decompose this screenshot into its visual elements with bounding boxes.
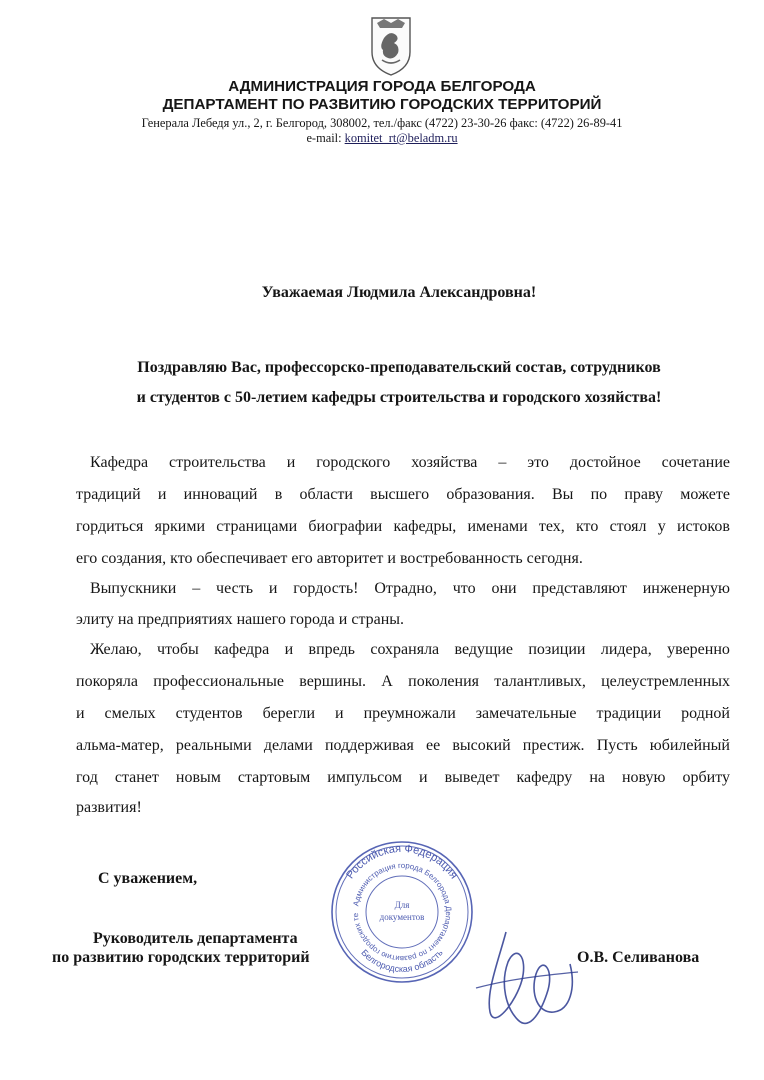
word: представляют — [532, 580, 627, 597]
word: сохраняла — [370, 641, 440, 658]
word: сегодня. — [526, 550, 583, 567]
word: достойное — [569, 454, 641, 471]
word: это — [527, 454, 549, 471]
word: города — [289, 611, 335, 628]
paragraph-line — [90, 453, 730, 473]
word: они — [491, 580, 517, 597]
word: и — [335, 705, 344, 722]
word: обеспечивает — [196, 550, 288, 567]
word: лидера, — [600, 641, 652, 658]
paragraph-line — [90, 579, 730, 599]
word: кто — [170, 550, 193, 567]
email-label: e-mail: — [306, 131, 345, 145]
word: городского — [316, 454, 391, 471]
word: именами — [467, 518, 528, 535]
word: и — [284, 641, 294, 658]
word: кафедры, — [393, 518, 457, 535]
word: Кафедра — [90, 454, 149, 471]
stamp-outer-text: Российская Федерация — [344, 842, 460, 882]
word: орбиту — [682, 769, 730, 786]
stamp-center-text-2: документов — [379, 912, 425, 922]
word: можете — [680, 486, 730, 503]
word: ведущие — [454, 641, 513, 658]
stamp-inner-text: Администрация города Белгорода Департамент по развитию городских те — [350, 860, 454, 964]
paragraph-line — [76, 485, 730, 505]
word: и — [387, 550, 396, 567]
word: по — [590, 486, 608, 503]
paragraph-line — [76, 549, 730, 569]
word: у — [657, 518, 666, 535]
word: создания, — [101, 550, 167, 567]
word: Отрадно, — [374, 580, 437, 597]
word: на — [117, 611, 134, 628]
word: страны. — [351, 611, 405, 628]
organization-name: АДМИНИСТРАЦИЯ ГОРОДА БЕЛГОРОДА — [228, 78, 536, 95]
signer-position-line-2: по развитию городских территорий — [52, 949, 310, 966]
word: яркими — [154, 518, 206, 535]
department-name: ДЕПАРТАМЕНТ ПО РАЗВИТИЮ ГОРОДСКИХ ТЕРРИТОРИЙ — [162, 96, 602, 113]
word: стоял — [609, 518, 647, 535]
word: импульсом — [327, 769, 403, 786]
word: А — [381, 673, 393, 690]
handwritten-signature-icon — [446, 892, 596, 1042]
congrats-line-1: Поздравляю Вас, профессорско-преподавательский состав, сотрудников — [137, 359, 661, 376]
word: целеустремленных — [601, 673, 730, 690]
word: реальными — [175, 737, 252, 754]
paragraph-line — [76, 704, 730, 724]
word: новую — [621, 769, 666, 786]
word: честь — [216, 580, 253, 597]
word: кто — [575, 518, 599, 535]
word: преумножали — [363, 705, 456, 722]
word: элиту — [76, 611, 114, 628]
word: высшего — [370, 486, 430, 503]
word: предприятиях — [137, 611, 233, 628]
word: уверенно — [667, 641, 730, 658]
word: поколения — [408, 673, 480, 690]
word: чтобы — [157, 641, 199, 658]
word: традиции — [596, 705, 662, 722]
signer-position-line-1: Руководитель департамента — [93, 930, 298, 947]
word: вершины. — [299, 673, 366, 690]
word: на — [589, 769, 605, 786]
word: берегли — [262, 705, 316, 722]
word: кафедру — [516, 769, 573, 786]
word: истоков — [676, 518, 730, 535]
word: Вы — [551, 486, 574, 503]
word: сочетание — [661, 454, 730, 471]
word: поддерживая — [324, 737, 414, 754]
signer-name: О.В. Селиванова — [577, 949, 700, 966]
word: талантливых, — [494, 673, 586, 690]
word: альма-матер, — [76, 737, 164, 754]
word: традиций — [76, 486, 141, 503]
word: родной — [681, 705, 730, 722]
word: замечательные — [475, 705, 577, 722]
word: – — [498, 454, 507, 471]
word: востребованность — [399, 550, 523, 567]
word: – — [192, 580, 201, 597]
paragraph-line — [76, 798, 730, 818]
word: авторитет — [316, 550, 384, 567]
email-link[interactable]: komitet_rt@beladm.ru — [344, 131, 458, 145]
word: и — [286, 454, 296, 471]
word: гордиться — [76, 518, 144, 535]
word: выведет — [444, 769, 500, 786]
word: кафедра — [214, 641, 270, 658]
word: что — [452, 580, 476, 597]
paragraph-line — [76, 672, 730, 692]
word: ее — [426, 737, 441, 754]
word: высокий — [452, 737, 511, 754]
paragraph-line — [76, 610, 730, 630]
word: студентов — [175, 705, 243, 722]
word: его — [76, 550, 98, 567]
word: год — [76, 769, 98, 786]
word: гордость! — [293, 580, 359, 597]
closing: С уважением, — [98, 870, 198, 887]
word: развития! — [76, 799, 142, 816]
salutation: Уважаемая Людмила Александровна! — [261, 284, 537, 301]
word: покоряла — [76, 673, 138, 690]
word: и — [338, 611, 348, 628]
word: и — [268, 580, 278, 597]
word: и — [419, 769, 428, 786]
word: инноваций — [183, 486, 258, 503]
word: профессиональные — [153, 673, 284, 690]
paragraph-line — [90, 640, 730, 660]
word: в — [274, 486, 283, 503]
email-line — [0, 131, 764, 146]
word: страницами — [216, 518, 298, 535]
paragraph-line — [76, 768, 730, 788]
word: области — [299, 486, 353, 503]
word: Выпускники — [90, 580, 177, 597]
stamp-center-text-1: Для — [394, 900, 410, 910]
stamp-region-text: Белгородская область — [359, 947, 445, 975]
word: тех, — [538, 518, 565, 535]
word: престиж. — [522, 737, 585, 754]
word: смелых — [104, 705, 156, 722]
word: делами — [263, 737, 313, 754]
address-line: Генерала Лебедя ул., 2, г. Белгород, 308002, тел./факс (4722) 23-30-26 факс: (4722) 26-89-41 — [141, 116, 623, 130]
word: нашего — [236, 611, 286, 628]
word: юбилейный — [649, 737, 730, 754]
word: биографии — [308, 518, 383, 535]
word: праву — [624, 486, 664, 503]
word: новым — [175, 769, 221, 786]
word: впредь — [308, 641, 355, 658]
word: инженерную — [642, 580, 730, 597]
word: строительства — [169, 454, 266, 471]
paragraph-line — [76, 517, 730, 537]
word: и — [157, 486, 167, 503]
word: станет — [114, 769, 159, 786]
word: хозяйства — [411, 454, 478, 471]
congrats-line-2: и студентов с 50-летием кафедры строительства и городского хозяйства! — [136, 389, 662, 406]
word: позиции — [528, 641, 586, 658]
paragraph-line — [76, 736, 730, 756]
word: образования. — [446, 486, 535, 503]
word: Пусть — [596, 737, 638, 754]
word: Желаю, — [90, 641, 142, 658]
word: стартовым — [237, 769, 311, 786]
word: и — [76, 705, 85, 722]
word: его — [291, 550, 313, 567]
coat-of-arms-emblem-icon — [368, 14, 414, 78]
